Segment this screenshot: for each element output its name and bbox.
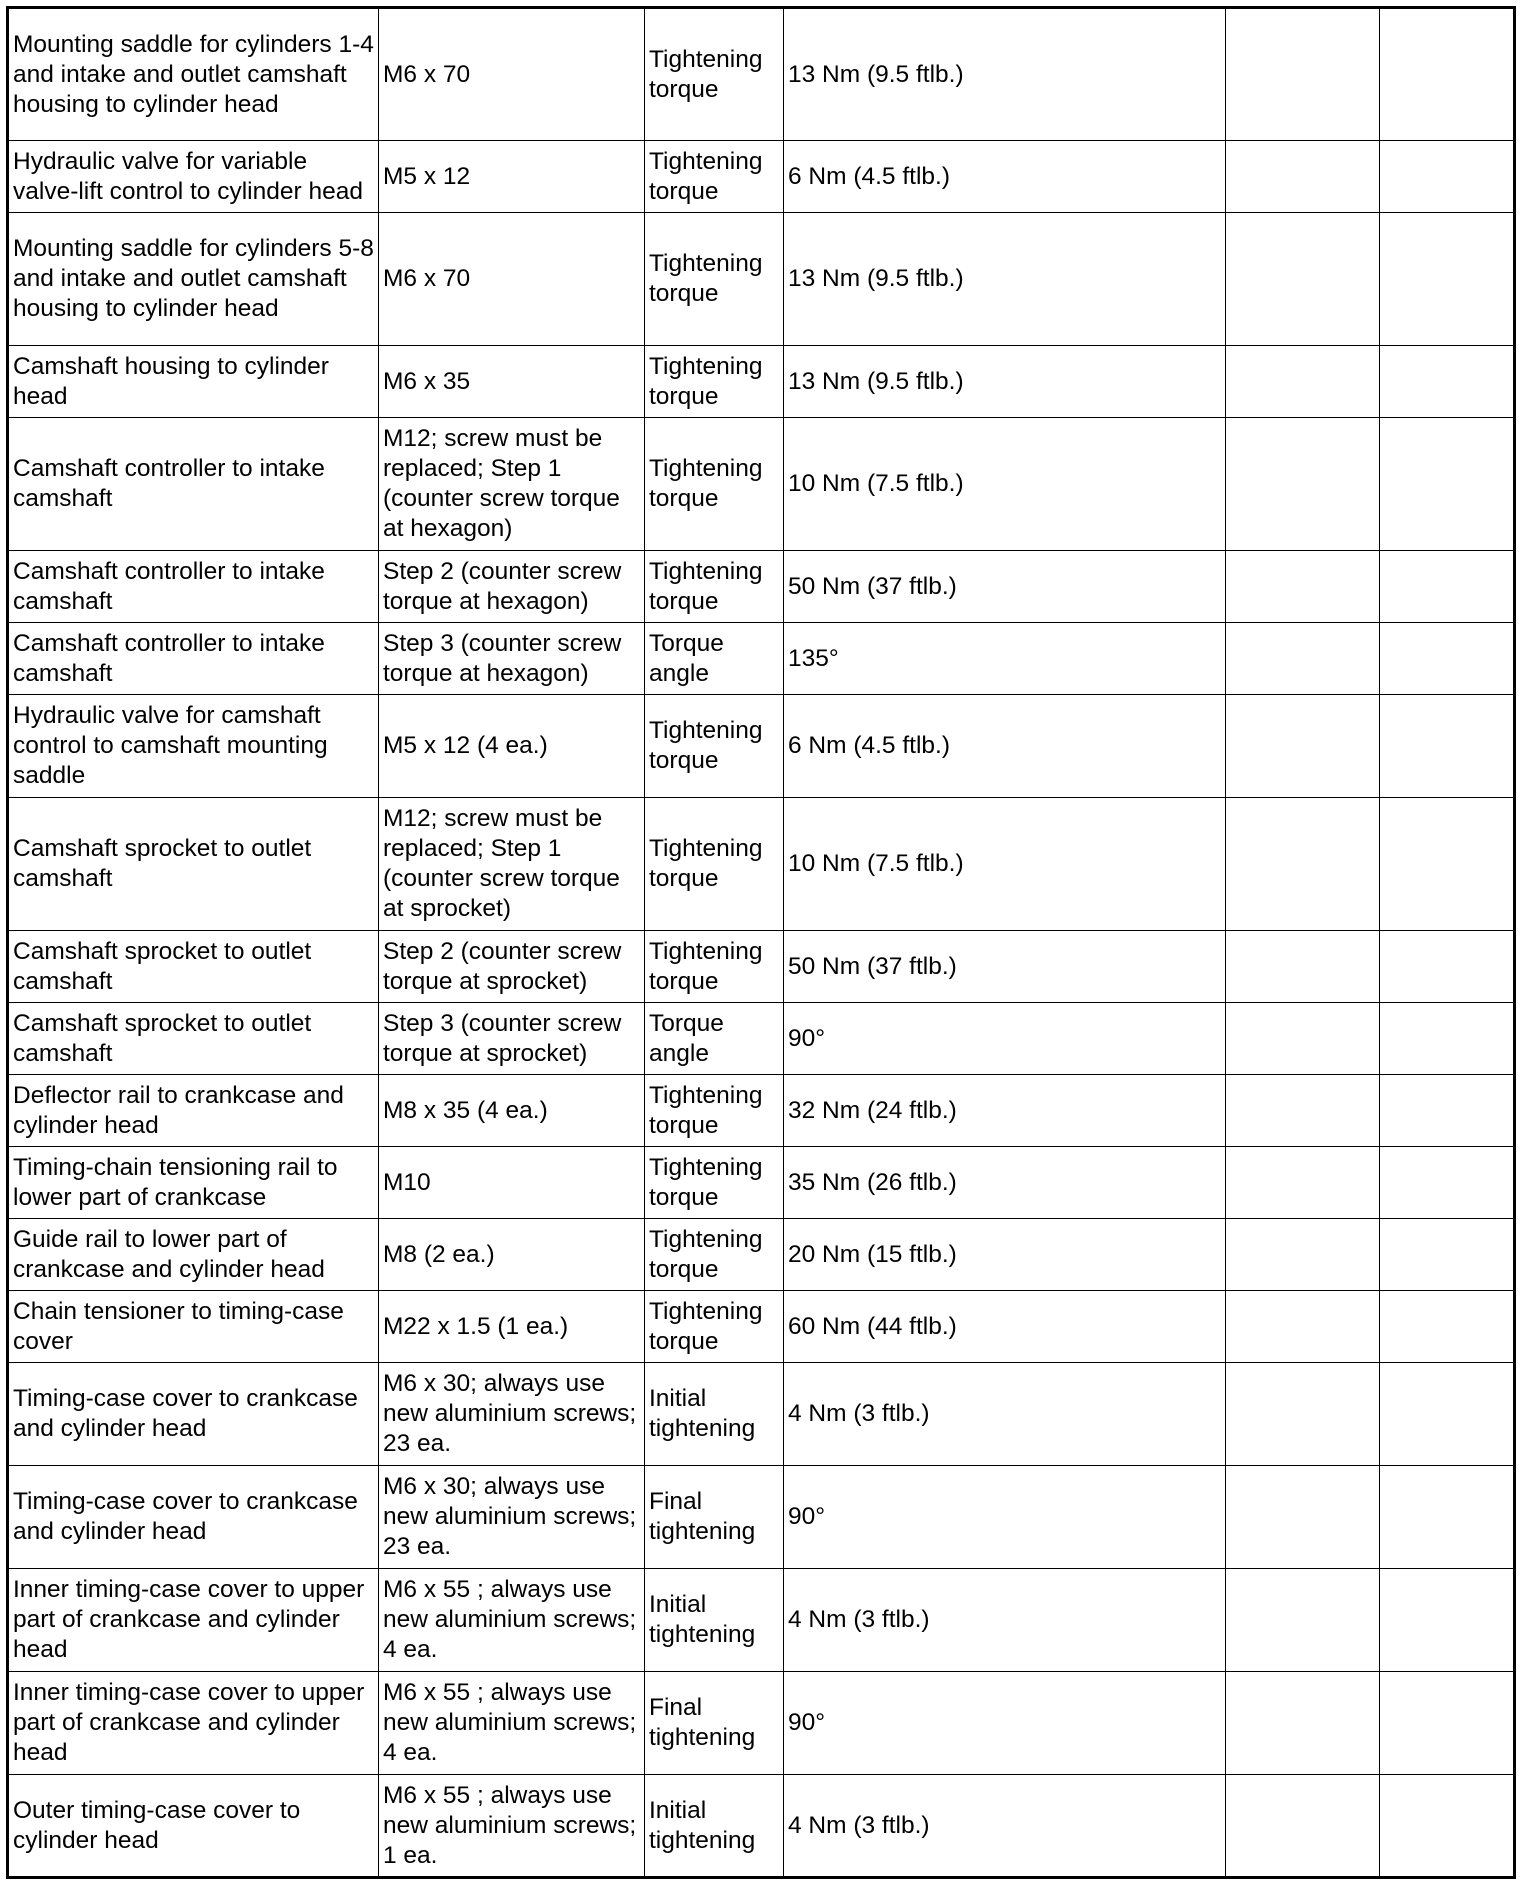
- blank-cell: [1226, 1569, 1380, 1672]
- value-cell: 6 Nm (4.5 ftlb.): [784, 695, 1226, 798]
- value-cell: 6 Nm (4.5 ftlb.): [784, 141, 1226, 213]
- table-row: [8, 1147, 1515, 1219]
- table-row: [8, 1569, 1515, 1672]
- blank-cell: [1226, 1291, 1380, 1363]
- fastener-cell: M5 x 12: [379, 141, 645, 213]
- value-cell: 10 Nm (7.5 ftlb.): [784, 798, 1226, 931]
- blank-cell: [1226, 1219, 1380, 1291]
- component-cell: Mounting saddle for cylinders 1-4 and intake and outlet camshaft housing to cylinder head: [8, 8, 379, 141]
- spec-type-cell: Initial tightening: [645, 1363, 784, 1466]
- fastener-cell: M6 x 70: [379, 8, 645, 141]
- component-cell: Camshaft controller to intake camshaft: [8, 418, 379, 551]
- fastener-cell: M5 x 12 (4 ea.): [379, 695, 645, 798]
- fastener-cell: Step 2 (counter screw torque at sprocket): [379, 931, 645, 1003]
- value-cell: 4 Nm (3 ftlb.): [784, 1569, 1226, 1672]
- value-cell: 60 Nm (44 ftlb.): [784, 1291, 1226, 1363]
- torque-spec-table: [6, 6, 1516, 1879]
- spec-type-cell: Tightening torque: [645, 1075, 784, 1147]
- table-row: [8, 1672, 1515, 1775]
- fastener-cell: Step 2 (counter screw torque at hexagon): [379, 551, 645, 623]
- blank-cell: [1380, 418, 1515, 551]
- value-cell: 90°: [784, 1672, 1226, 1775]
- blank-cell: [1380, 798, 1515, 931]
- table-row: [8, 1466, 1515, 1569]
- blank-cell: [1226, 931, 1380, 1003]
- fastener-cell: M8 x 35 (4 ea.): [379, 1075, 645, 1147]
- blank-cell: [1226, 141, 1380, 213]
- table-row: [8, 141, 1515, 213]
- fastener-cell: M8 (2 ea.): [379, 1219, 645, 1291]
- blank-cell: [1380, 346, 1515, 418]
- spec-type-cell: Tightening torque: [645, 8, 784, 141]
- blank-cell: [1380, 1147, 1515, 1219]
- blank-cell: [1380, 1466, 1515, 1569]
- fastener-cell: M10: [379, 1147, 645, 1219]
- blank-cell: [1226, 623, 1380, 695]
- blank-cell: [1380, 931, 1515, 1003]
- table-row: [8, 1363, 1515, 1466]
- table-row: [8, 418, 1515, 551]
- blank-cell: [1226, 213, 1380, 346]
- component-cell: Mounting saddle for cylinders 5-8 and intake and outlet camshaft housing to cylinder head: [8, 213, 379, 346]
- spec-type-cell: Tightening torque: [645, 1219, 784, 1291]
- torque-spec-body: [8, 8, 1515, 1878]
- component-cell: Chain tensioner to timing-case cover: [8, 1291, 379, 1363]
- fastener-cell: Step 3 (counter screw torque at hexagon): [379, 623, 645, 695]
- component-cell: Camshaft sprocket to outlet camshaft: [8, 931, 379, 1003]
- fastener-cell: M6 x 55 ; always use new aluminium screws; 1 ea.: [379, 1775, 645, 1878]
- blank-cell: [1226, 551, 1380, 623]
- spec-type-cell: Tightening torque: [645, 931, 784, 1003]
- spec-type-cell: Tightening torque: [645, 551, 784, 623]
- fastener-cell: M6 x 55 ; always use new aluminium screws; 4 ea.: [379, 1569, 645, 1672]
- component-cell: Camshaft controller to intake camshaft: [8, 623, 379, 695]
- blank-cell: [1380, 213, 1515, 346]
- component-cell: Inner timing-case cover to upper part of crankcase and cylinder head: [8, 1569, 379, 1672]
- table-row: [8, 213, 1515, 346]
- table-row: [8, 1291, 1515, 1363]
- fastener-cell: M6 x 30; always use new aluminium screws; 23 ea.: [379, 1466, 645, 1569]
- value-cell: 50 Nm (37 ftlb.): [784, 931, 1226, 1003]
- component-cell: Timing-case cover to crankcase and cylinder head: [8, 1363, 379, 1466]
- fastener-cell: M12; screw must be replaced; Step 1 (counter screw torque at sprocket): [379, 798, 645, 931]
- blank-cell: [1226, 1672, 1380, 1775]
- spec-type-cell: Initial tightening: [645, 1775, 784, 1878]
- blank-cell: [1226, 1466, 1380, 1569]
- value-cell: 20 Nm (15 ftlb.): [784, 1219, 1226, 1291]
- spec-type-cell: Tightening torque: [645, 141, 784, 213]
- blank-cell: [1380, 1291, 1515, 1363]
- value-cell: 4 Nm (3 ftlb.): [784, 1775, 1226, 1878]
- spec-type-cell: Final tightening: [645, 1466, 784, 1569]
- spec-type-cell: Tightening torque: [645, 695, 784, 798]
- blank-cell: [1226, 346, 1380, 418]
- spec-type-cell: Tightening torque: [645, 346, 784, 418]
- component-cell: Camshaft sprocket to outlet camshaft: [8, 798, 379, 931]
- component-cell: Camshaft sprocket to outlet camshaft: [8, 1003, 379, 1075]
- value-cell: 50 Nm (37 ftlb.): [784, 551, 1226, 623]
- blank-cell: [1380, 1672, 1515, 1775]
- blank-cell: [1380, 1775, 1515, 1878]
- component-cell: Camshaft controller to intake camshaft: [8, 551, 379, 623]
- spec-type-cell: Initial tightening: [645, 1569, 784, 1672]
- value-cell: 90°: [784, 1003, 1226, 1075]
- table-row: [8, 1003, 1515, 1075]
- value-cell: 10 Nm (7.5 ftlb.): [784, 418, 1226, 551]
- blank-cell: [1380, 695, 1515, 798]
- spec-type-cell: Tightening torque: [645, 1147, 784, 1219]
- blank-cell: [1380, 141, 1515, 213]
- blank-cell: [1380, 1363, 1515, 1466]
- spec-type-cell: Final tightening: [645, 1672, 784, 1775]
- component-cell: Timing-chain tensioning rail to lower part of crankcase: [8, 1147, 379, 1219]
- value-cell: 90°: [784, 1466, 1226, 1569]
- blank-cell: [1380, 623, 1515, 695]
- component-cell: Timing-case cover to crankcase and cylinder head: [8, 1466, 379, 1569]
- fastener-cell: M6 x 55 ; always use new aluminium screws; 4 ea.: [379, 1672, 645, 1775]
- value-cell: 35 Nm (26 ftlb.): [784, 1147, 1226, 1219]
- component-cell: Hydraulic valve for camshaft control to camshaft mounting saddle: [8, 695, 379, 798]
- blank-cell: [1380, 1075, 1515, 1147]
- table-row: [8, 8, 1515, 141]
- component-cell: Outer timing-case cover to cylinder head: [8, 1775, 379, 1878]
- table-row: [8, 346, 1515, 418]
- component-cell: Guide rail to lower part of crankcase and cylinder head: [8, 1219, 379, 1291]
- spec-type-cell: Torque angle: [645, 623, 784, 695]
- blank-cell: [1226, 695, 1380, 798]
- blank-cell: [1380, 551, 1515, 623]
- value-cell: 4 Nm (3 ftlb.): [784, 1363, 1226, 1466]
- blank-cell: [1226, 1075, 1380, 1147]
- table-row: [8, 1775, 1515, 1878]
- component-cell: Camshaft housing to cylinder head: [8, 346, 379, 418]
- spec-type-cell: Tightening torque: [645, 1291, 784, 1363]
- fastener-cell: M6 x 35: [379, 346, 645, 418]
- blank-cell: [1226, 1003, 1380, 1075]
- blank-cell: [1226, 1363, 1380, 1466]
- table-row: [8, 1219, 1515, 1291]
- blank-cell: [1380, 1569, 1515, 1672]
- value-cell: 13 Nm (9.5 ftlb.): [784, 8, 1226, 141]
- blank-cell: [1226, 418, 1380, 551]
- spec-type-cell: Tightening torque: [645, 213, 784, 346]
- component-cell: Inner timing-case cover to upper part of crankcase and cylinder head: [8, 1672, 379, 1775]
- blank-cell: [1226, 798, 1380, 931]
- table-row: [8, 623, 1515, 695]
- blank-cell: [1380, 1219, 1515, 1291]
- value-cell: 32 Nm (24 ftlb.): [784, 1075, 1226, 1147]
- spec-type-cell: Torque angle: [645, 1003, 784, 1075]
- component-cell: Hydraulic valve for variable valve-lift control to cylinder head: [8, 141, 379, 213]
- component-cell: Deflector rail to crankcase and cylinder head: [8, 1075, 379, 1147]
- table-row: [8, 931, 1515, 1003]
- table-row: [8, 695, 1515, 798]
- blank-cell: [1380, 1003, 1515, 1075]
- table-row: [8, 798, 1515, 931]
- blank-cell: [1226, 1775, 1380, 1878]
- value-cell: 135°: [784, 623, 1226, 695]
- spec-type-cell: Tightening torque: [645, 798, 784, 931]
- table-row: [8, 1075, 1515, 1147]
- value-cell: 13 Nm (9.5 ftlb.): [784, 213, 1226, 346]
- table-row: [8, 551, 1515, 623]
- blank-cell: [1380, 8, 1515, 141]
- fastener-cell: M22 x 1.5 (1 ea.): [379, 1291, 645, 1363]
- fastener-cell: Step 3 (counter screw torque at sprocket): [379, 1003, 645, 1075]
- value-cell: 13 Nm (9.5 ftlb.): [784, 346, 1226, 418]
- blank-cell: [1226, 1147, 1380, 1219]
- fastener-cell: M6 x 30; always use new aluminium screws; 23 ea.: [379, 1363, 645, 1466]
- blank-cell: [1226, 8, 1380, 141]
- spec-type-cell: Tightening torque: [645, 418, 784, 551]
- fastener-cell: M12; screw must be replaced; Step 1 (counter screw torque at hexagon): [379, 418, 645, 551]
- fastener-cell: M6 x 70: [379, 213, 645, 346]
